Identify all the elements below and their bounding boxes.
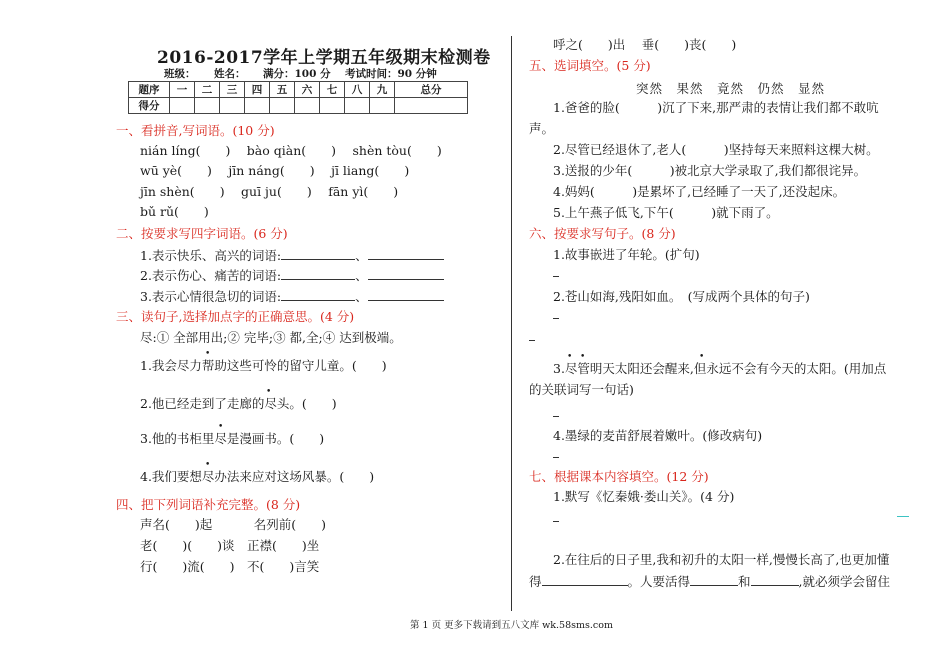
section-7-heading: 七、根据课本内容填空。(12 分) bbox=[529, 469, 709, 484]
idiom-line-2: 老( )( )谈 正襟( )坐 bbox=[140, 538, 320, 553]
score-table-header-row bbox=[129, 82, 468, 98]
score-cell-2: 二 bbox=[195, 82, 220, 98]
four-char-q3-label: 3.表示心情很急切的词语: bbox=[140, 289, 282, 304]
score-cell-label: 题序 bbox=[129, 82, 170, 98]
recite-q2-cont bbox=[529, 573, 890, 590]
score-input-8[interactable] bbox=[345, 98, 370, 114]
word-bank: 突然 果然 竟然 仍然 显然 bbox=[636, 81, 826, 96]
recite-q2-part-2: 。人要活得 bbox=[627, 574, 691, 589]
emphasis-dot: • bbox=[580, 352, 586, 362]
recite-q2: 2.在往后的日子里,我和初升的太阳一样,慢慢长高了,也更加懂 bbox=[553, 552, 890, 567]
answer-line[interactable] bbox=[553, 457, 559, 458]
answer-blank[interactable] bbox=[368, 247, 444, 260]
answer-blank[interactable] bbox=[368, 288, 444, 301]
answer-line[interactable] bbox=[553, 276, 559, 277]
four-char-q2 bbox=[140, 267, 444, 284]
section-5-heading: 五、选词填空。(5 分) bbox=[529, 58, 651, 73]
score-input-7[interactable] bbox=[320, 98, 345, 114]
four-char-q2-label: 2.表示伤心、痛苦的词语: bbox=[140, 268, 282, 283]
section-3-heading: 三、读句子,选择加点字的正确意思。(4 分) bbox=[116, 309, 355, 324]
fill-q1-cont: 声。 bbox=[529, 121, 555, 136]
sentence-q3: 3.尽管明天太阳还会醒来,但永远不会有今天的太阳。(用加点 bbox=[553, 361, 887, 376]
section-2-heading: 二、按要求写四字词语。(6 分) bbox=[116, 226, 288, 241]
answer-blank[interactable] bbox=[281, 267, 355, 280]
pinyin-line-3: jīn shèn( ) guī ju( ) fān yì( ) bbox=[140, 184, 399, 199]
meaning-q3: 3.他的书柜里尽是漫画书。( ) bbox=[140, 431, 325, 446]
pinyin-line-1: nián líng( ) bào qiàn( ) shèn tòu( ) bbox=[140, 143, 442, 158]
sentence-q2: 2.苍山如海,残阳如血。 (写成两个具体的句子) bbox=[553, 289, 810, 304]
margin-mark bbox=[897, 516, 909, 517]
sentence-q4: 4.墨绿的麦苗舒展着嫩叶。(修改病句) bbox=[553, 428, 763, 443]
score-cell-3: 三 bbox=[220, 82, 245, 98]
full-score-label: 满分：100 分 bbox=[263, 68, 331, 80]
emphasis-dot: • bbox=[205, 460, 211, 470]
separator: 、 bbox=[355, 289, 368, 304]
meaning-q2: 2.他已经走到了走廊的尽头。( ) bbox=[140, 396, 337, 411]
recite-q2-part-3: 和 bbox=[738, 574, 751, 589]
exam-time-label: 考试时间：90 分钟 bbox=[345, 68, 437, 80]
score-cell-6: 六 bbox=[295, 82, 320, 98]
score-input-2[interactable] bbox=[195, 98, 220, 114]
score-table-score-row bbox=[129, 98, 468, 114]
recite-q2-part-1: 得 bbox=[529, 574, 542, 589]
recite-q1: 1.默写《忆秦娥·娄山关》。(4 分) bbox=[553, 489, 735, 504]
score-input-9[interactable] bbox=[370, 98, 395, 114]
name-label: 姓名： bbox=[214, 68, 246, 80]
score-cell-7: 七 bbox=[320, 82, 345, 98]
idiom-line-4: 呼之( )出 垂( )丧( ) bbox=[553, 37, 737, 52]
sentence-q1: 1.故事嵌进了年轮。(扩句) bbox=[553, 247, 700, 262]
emphasis-dot: • bbox=[218, 422, 224, 432]
section-4-heading: 四、把下列词语补充完整。(8 分) bbox=[116, 497, 301, 512]
emphasis-dot: • bbox=[205, 349, 211, 359]
score-input-6[interactable] bbox=[295, 98, 320, 114]
meaning-options: 尽:① 全部用出;② 完毕;③ 都,全;④ 达到极端。 bbox=[140, 330, 402, 345]
score-cell-8: 八 bbox=[345, 82, 370, 98]
score-input-5[interactable] bbox=[270, 98, 295, 114]
four-char-q1-label: 1.表示快乐、高兴的词语: bbox=[140, 248, 282, 263]
score-cell-9: 九 bbox=[370, 82, 395, 98]
class-label: 班级： bbox=[164, 68, 196, 80]
separator: 、 bbox=[355, 268, 368, 283]
answer-blank[interactable] bbox=[281, 288, 355, 301]
answer-line[interactable] bbox=[553, 521, 559, 522]
score-cell-1: 一 bbox=[170, 82, 195, 98]
answer-blank[interactable] bbox=[751, 573, 799, 586]
score-input-total[interactable] bbox=[395, 98, 468, 114]
score-cell-5: 五 bbox=[270, 82, 295, 98]
answer-line[interactable] bbox=[553, 416, 559, 417]
meaning-q1: 1.我会尽力帮助这些可怜的留守儿童。( ) bbox=[140, 358, 387, 373]
answer-blank[interactable] bbox=[690, 573, 738, 586]
emphasis-dot: • bbox=[699, 352, 705, 362]
idiom-line-3: 行( )流( ) 不( )言笑 bbox=[140, 559, 320, 574]
score-input-1[interactable] bbox=[170, 98, 195, 114]
score-input-3[interactable] bbox=[220, 98, 245, 114]
score-table bbox=[128, 81, 468, 114]
fill-q3: 3.送报的少年( )被北京大学录取了,我们都很诧异。 bbox=[553, 163, 867, 178]
score-input-4[interactable] bbox=[245, 98, 270, 114]
score-cell-total: 总分 bbox=[395, 82, 468, 98]
fill-q1: 1.爸爸的脸( )沉了下来,那严肃的表情让我们都不敢吭 bbox=[553, 100, 879, 115]
answer-blank[interactable] bbox=[368, 267, 444, 280]
recite-q2-part-4: ,就必须学会留住 bbox=[798, 574, 891, 589]
score-row-label: 得分 bbox=[129, 98, 170, 114]
answer-blank[interactable] bbox=[281, 247, 355, 260]
four-char-q1 bbox=[140, 247, 444, 264]
fill-q5: 5.上午燕子低飞,下午( )就下雨了。 bbox=[553, 205, 779, 220]
pinyin-line-4: bǔ rǔ( ) bbox=[140, 204, 209, 219]
answer-blank[interactable] bbox=[542, 573, 628, 586]
column-divider bbox=[511, 36, 512, 611]
section-6-heading: 六、按要求写句子。(8 分) bbox=[529, 226, 676, 241]
section-1-heading: 一、看拼音,写词语。(10 分) bbox=[116, 123, 275, 138]
separator: 、 bbox=[355, 248, 368, 263]
answer-line[interactable] bbox=[553, 318, 559, 319]
page-footer: 第 1 页 更多下载请到五八文库 wk.58sms.com bbox=[410, 620, 613, 631]
pinyin-line-2: wū yè( ) jīn náng( ) jī liang( ) bbox=[140, 163, 410, 178]
fill-q2: 2.尽管已经退休了,老人( )坚持每天来照料这棵大树。 bbox=[553, 142, 879, 157]
four-char-q3 bbox=[140, 288, 444, 305]
fill-q4: 4.妈妈( )是累坏了,已经睡了一天了,还没起床。 bbox=[553, 184, 846, 199]
score-cell-4: 四 bbox=[245, 82, 270, 98]
emphasis-dot: • bbox=[266, 387, 272, 397]
meaning-q4: 4.我们要想尽办法来应对这场风暴。( ) bbox=[140, 469, 375, 484]
answer-line[interactable] bbox=[529, 340, 535, 341]
emphasis-dot: • bbox=[567, 352, 573, 362]
page-title: 2016-2017学年上学期五年级期末检测卷 bbox=[157, 48, 491, 68]
sentence-q3-cont: 的关联词写一句话) bbox=[529, 382, 634, 397]
idiom-line-1: 声名( )起 名列前( ) bbox=[140, 517, 326, 532]
